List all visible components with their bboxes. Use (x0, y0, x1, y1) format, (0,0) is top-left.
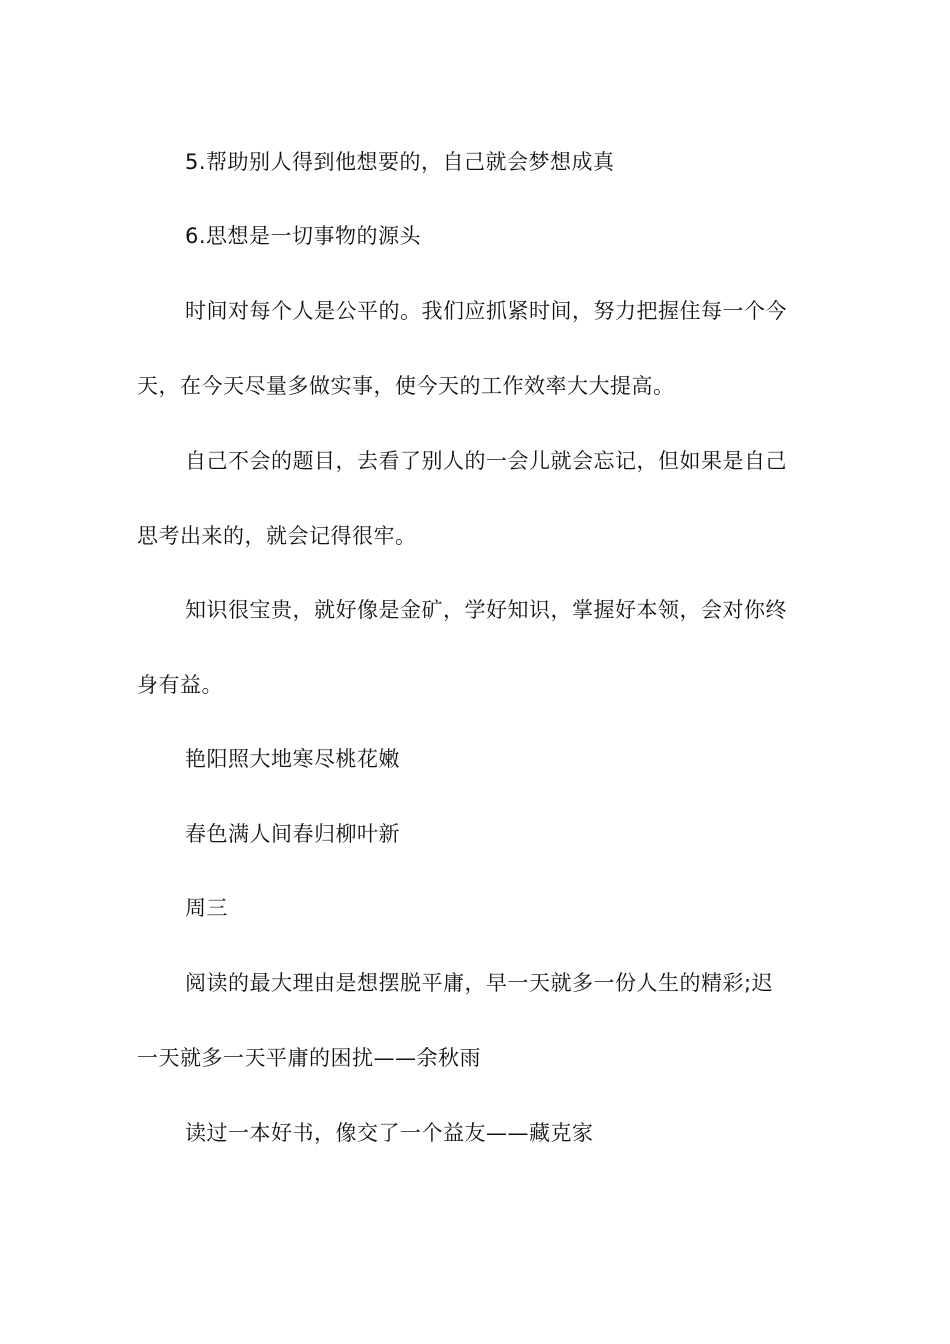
text-line: 6.思想是一切事物的源头 (185, 224, 422, 248)
text-line: 春色满人间春归柳叶新 (185, 822, 400, 846)
text-line: 阅读的最大理由是想摆脱平庸，早一天就多一份人生的精彩;迟 (185, 971, 774, 995)
text-line: 读过一本好书，像交了一个益友——藏克家 (185, 1121, 594, 1145)
text-line: 身有益。 (137, 673, 223, 697)
text-line: 思考出来的，就会记得很牢。 (137, 524, 417, 548)
text-line: 时间对每个人是公平的。我们应抓紧时间，努力把握住每一个今 (185, 299, 787, 323)
text-line: 一天就多一天平庸的困扰——余秋雨 (137, 1046, 481, 1070)
text-line: 自己不会的题目，去看了别人的一会儿就会忘记，但如果是自己 (185, 449, 787, 473)
text-line: 知识很宝贵，就好像是金矿，学好知识，掌握好本领，会对你终 (185, 598, 787, 622)
text-line: 周三 (185, 896, 228, 920)
text-line: 5.帮助别人得到他想要的，自己就会梦想成真 (185, 150, 615, 174)
text-line: 艳阳照大地寒尽桃花嫩 (185, 747, 400, 771)
text-line: 天，在今天尽量多做实事，使今天的工作效率大大提高。 (137, 374, 675, 398)
